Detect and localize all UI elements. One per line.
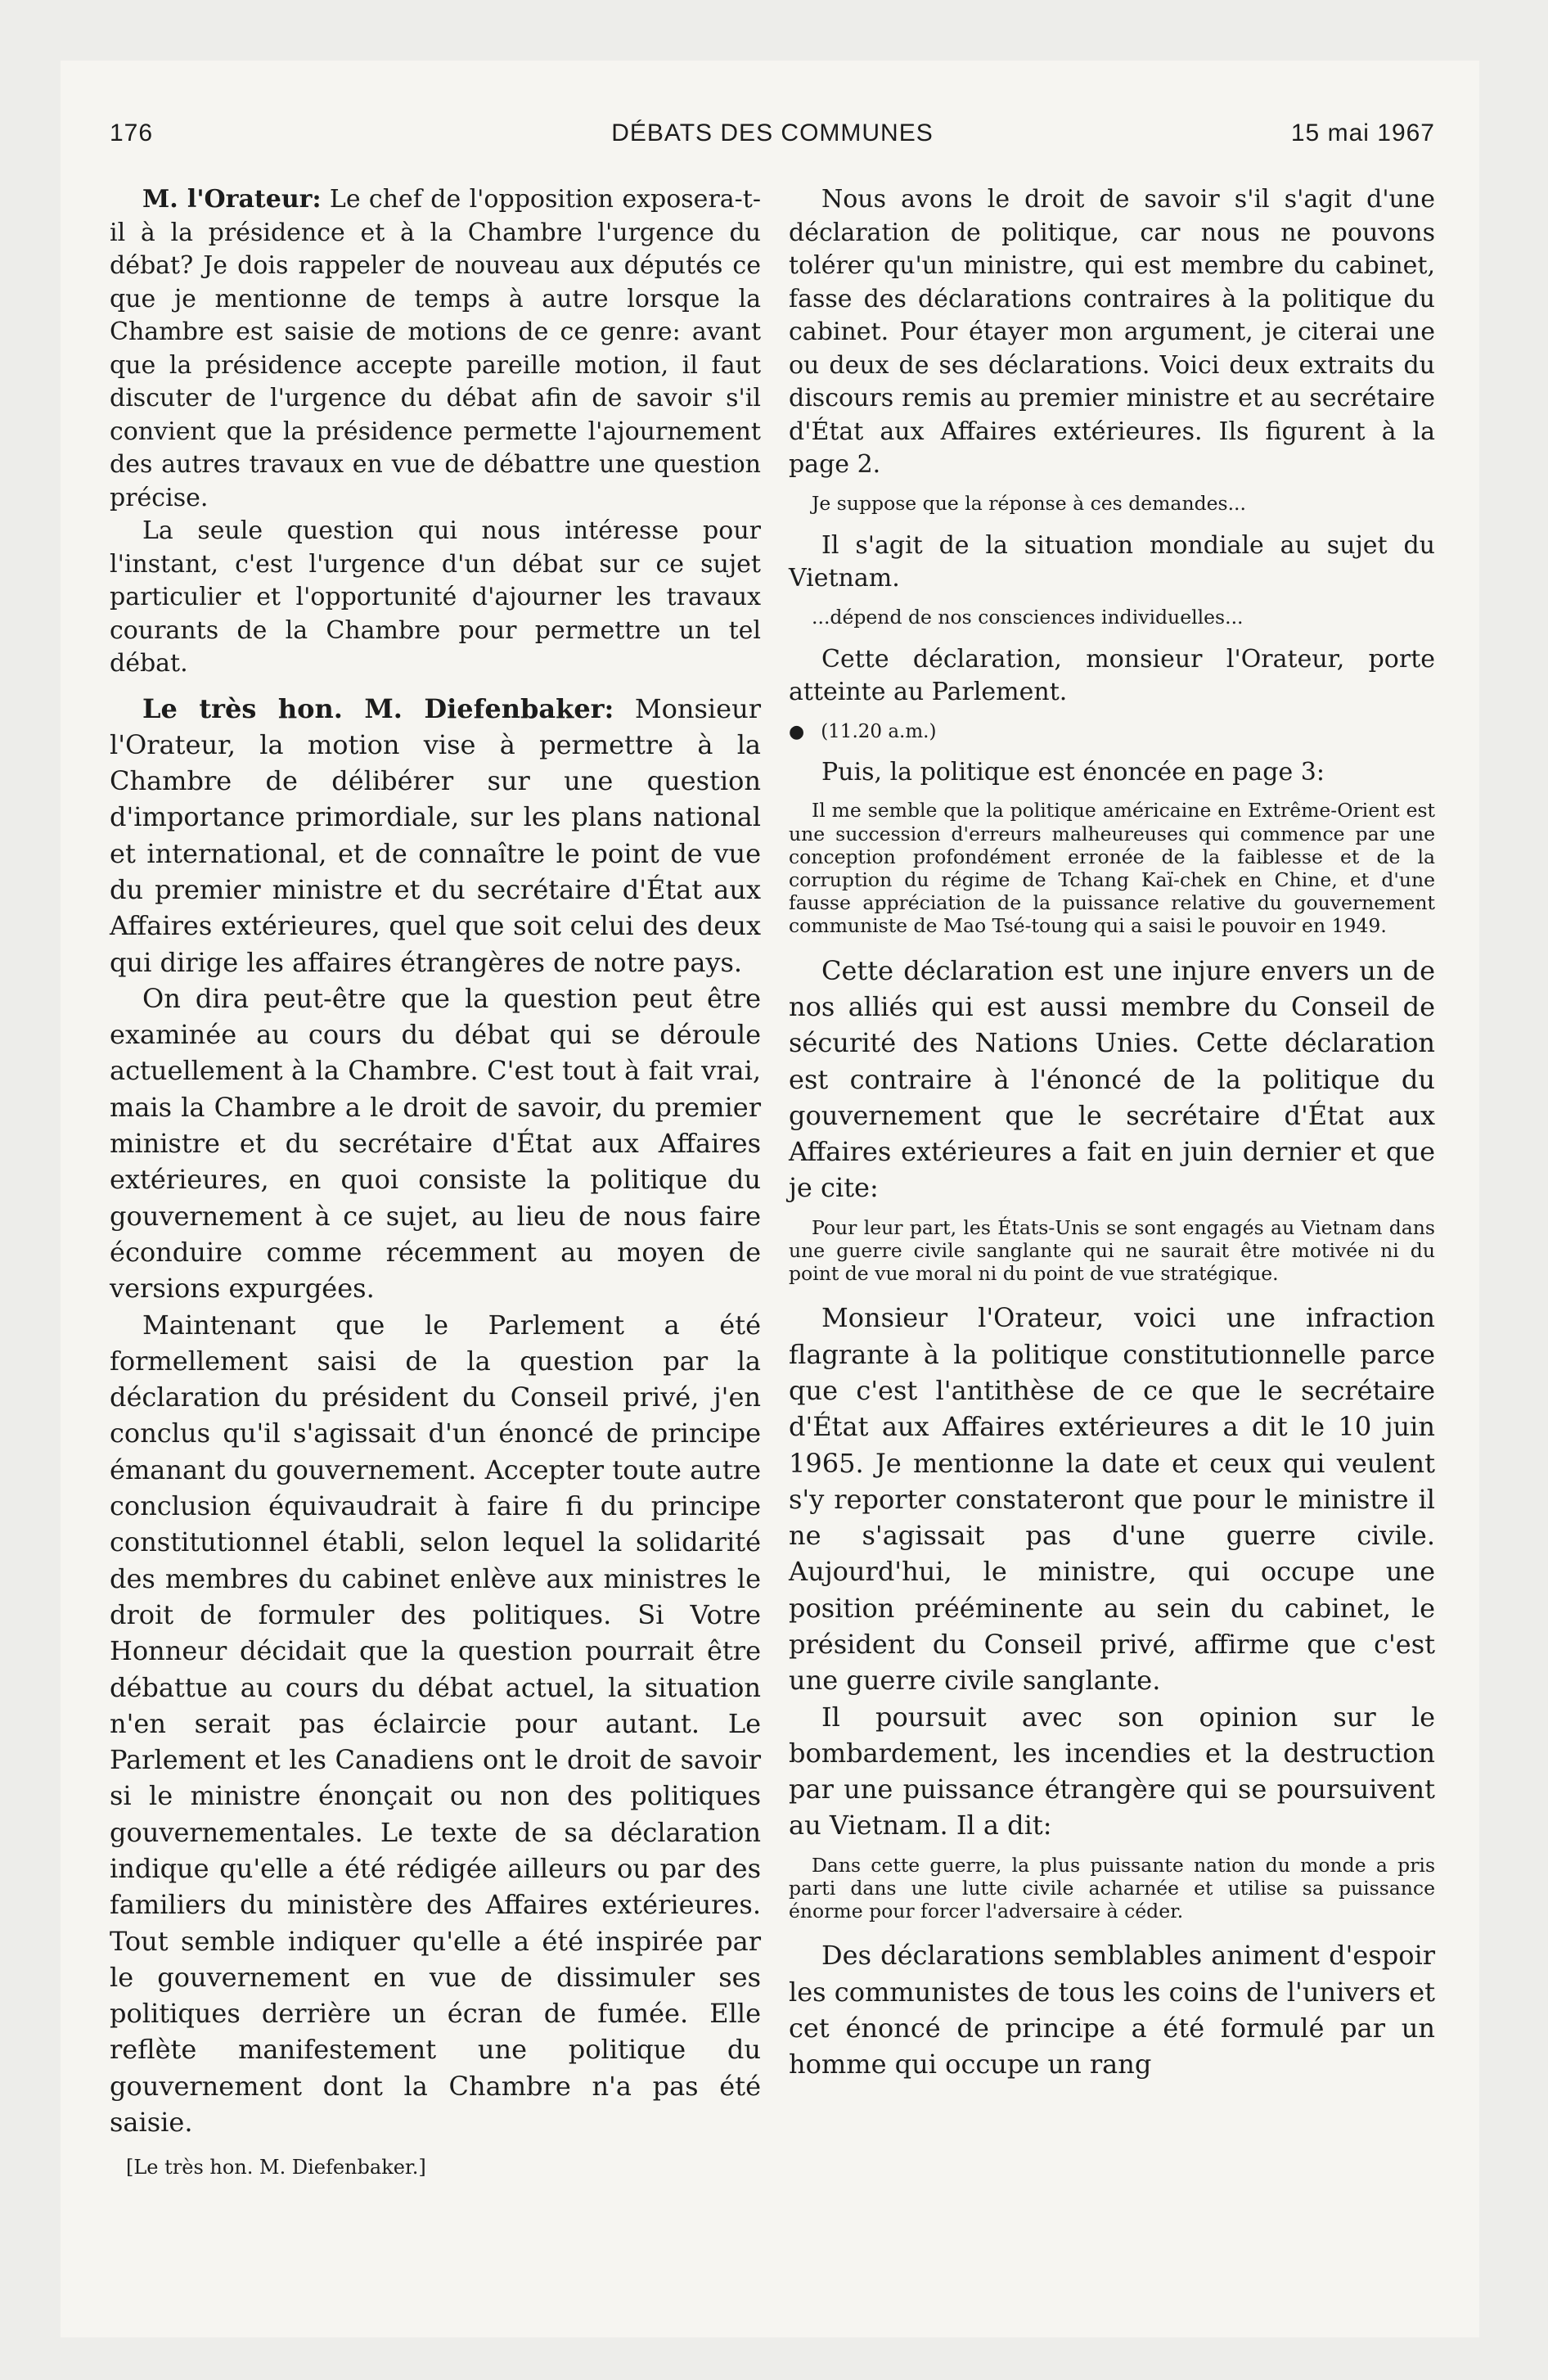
paragraph: Cette déclaration, monsieur l'Orateur, porte atteinte au Parlement.: [789, 644, 1435, 707]
paragraph: Maintenant que le Parlement a été formellement saisi de la question par la déclaration du président du Conseil privé, j'en conclus qu'il s'agissait d'un énoncé de principe émanant du gouvernement. Accepter toute autre conclusion équivaudrait à faire fi du principe constitutionnel établi, selon lequel la solidarité des membres du cabinet enlève aux ministres le droit de formuler des politiques. Si Votre Honneur décidait que la question pourrait être débattue au cours du débat actuel, la situation n'en serait pas éclaircie pour autant. Le Parlement et les Canadiens ont le droit de savoir si le ministre énonçait ou non des politiques gouvernementales. Le texte de sa déclaration indique qu'elle a été rédigée ailleurs ou par des familiers du ministère des Affaires extérieures. Tout semble indiquer qu'elle a été inspirée par le gouvernement en vue de dissimuler ses politiques derrière un écran de fumée. Elle reflète manifestement une politique du gouvernement dont la Chambre n'a pas été saisie.: [110, 1309, 761, 2139]
block-quote: Pour leur part, les États-Unis se sont engagés au Vietnam dans une guerre civile sanglante qui ne saurait être motivée ni du point de vue moral ni du point de vue stratégique.: [789, 1215, 1435, 1286]
paragraph: Des déclarations semblables animent d'espoir les communistes de tous les coins de l'univers et cet énoncé de principe a été formulé par un homme qui occupe un rang: [789, 1940, 1435, 2080]
right-column: [789, 183, 1435, 2083]
block-quote: Il me semble que la politique américaine en Extrême-Orient est une succession d'erreurs malheureuses qui commence par une conception profondément erronée de la faiblesse et de la corruption du régime de Tchang Kaï-chek en Chine, et d'une fausse appréciation de la puissance relative du gouvernement communiste de Mao Tsé-toung qui a saisi le pouvoir en 1949.: [789, 799, 1435, 938]
paragraph: On dira peut-être que la question peut être examinée au cours du débat qui se déroule actuellement à la Chambre. C'est tout à fait vrai, mais la Chambre a le droit de savoir, du premier ministre et du secrétaire d'État aux Affaires extérieures, en quoi consiste la politique du gouvernement à ce sujet, au lieu de nous faire éconduire comme récemment au moyen de versions expurgées.: [110, 982, 761, 1305]
publication-title: DÉBATS DES COMMUNES: [611, 119, 934, 146]
paragraph: Monsieur l'Orateur, voici une infraction flagrante à la politique constitutionnelle parce que c'est l'antithèse de ce que le secrétaire d'État aux Affaires extérieures a dit le 10 juin 1965. Je mentionne la date et ceux qui veulent s'y reporter constateront que pour le ministre il ne s'agissait pas d'une guerre civile. Aujourd'hui, le ministre, qui occupe une position prééminente au sein du cabinet, le président du Conseil privé, affirme que c'est une guerre civile sanglante.: [789, 1302, 1435, 1697]
paragraph: Il poursuit avec son opinion sur le bombardement, les incendies et la destruction par une puissance étrangère qui se poursuivent au Vietnam. Il a dit:: [789, 1701, 1435, 1841]
speech-text: Le chef de l'opposition exposera-t-il à la présidence et à la Chambre l'urgence du débat? Je dois rappeler de nouveau aux députés ce que je mentionne de temps à autre lorsque la Chambre est saisie de motions de ce genre: avant que la présidence accepte pareille motion, il faut discuter de l'urgence du débat afin de savoir s'il convient que la présidence permette l'ajournement des autres travaux en vue de débattre une question précise.: [110, 185, 761, 512]
time-stamp: ● (11.20 a.m.): [789, 720, 937, 742]
paragraph: Cette déclaration est une injure envers un de nos alliés qui est aussi membre du Conseil de sécurité des Nations Unies. Cette déclaration est contraire à l'énoncé de la politique du gouvernement que le secrétaire d'État aux Affaires extérieures a fait en juin dernier et que je cite:: [789, 954, 1435, 1204]
speaker-name: M. l'Orateur:: [142, 185, 322, 214]
speaker-name: Le très hon. M. Diefenbaker:: [142, 692, 614, 724]
block-quote: Je suppose que la réponse à ces demandes...: [812, 491, 1246, 515]
page-header: [110, 119, 1435, 160]
paragraph: Il s'agit de la situation mondiale au sujet du Vietnam.: [789, 530, 1435, 593]
paragraph: Puis, la politique est énoncée en page 3:: [821, 757, 1325, 787]
paragraph: Nous avons le droit de savoir s'il s'agit d'une déclaration de politique, car nous ne pouvons tolérer qu'un ministre, qui est membre du cabinet, fasse des déclarations contraires à la politique du cabinet. Pour étayer mon argument, je citerai une ou deux de ses déclarations. Voici deux extraits du discours remis au premier ministre et au secrétaire d'État aux Affaires extérieures. Ils figurent à la page 2.: [789, 185, 1435, 479]
bullet-icon: ●: [789, 721, 805, 742]
left-column: [110, 183, 761, 2179]
speaker-signature: [Le très hon. M. Diefenbaker.]: [126, 2156, 426, 2179]
paragraph: La seule question qui nous intéresse pour l'instant, c'est l'urgence d'un débat sur ce sujet particulier et l'opportunité d'ajourner les travaux courants de la Chambre pour permettre un tel débat.: [110, 516, 761, 678]
document-page: [61, 61, 1479, 2337]
page-number: 176: [110, 119, 154, 146]
paragraph: [110, 183, 761, 515]
block-quote: Dans cette guerre, la plus puissante nation du monde a pris parti dans une lutte civile acharnée et utilise sa puissance énorme pour forcer l'adversaire à céder.: [789, 1853, 1435, 1923]
publication-date: 15 mai 1967: [1290, 119, 1435, 146]
block-quote: ...dépend de nos consciences individuelles...: [812, 605, 1244, 629]
speech-text: Monsieur l'Orateur, la motion vise à permettre à la Chambre de délibérer sur une question d'importance primordiale, sur les plans national et international, et de connaître le point de vue du premier ministre et du secrétaire d'État aux Affaires extérieures, quel que soit celui des deux qui dirige les affaires étrangères de notre pays.: [110, 692, 762, 978]
paragraph: [110, 691, 761, 980]
